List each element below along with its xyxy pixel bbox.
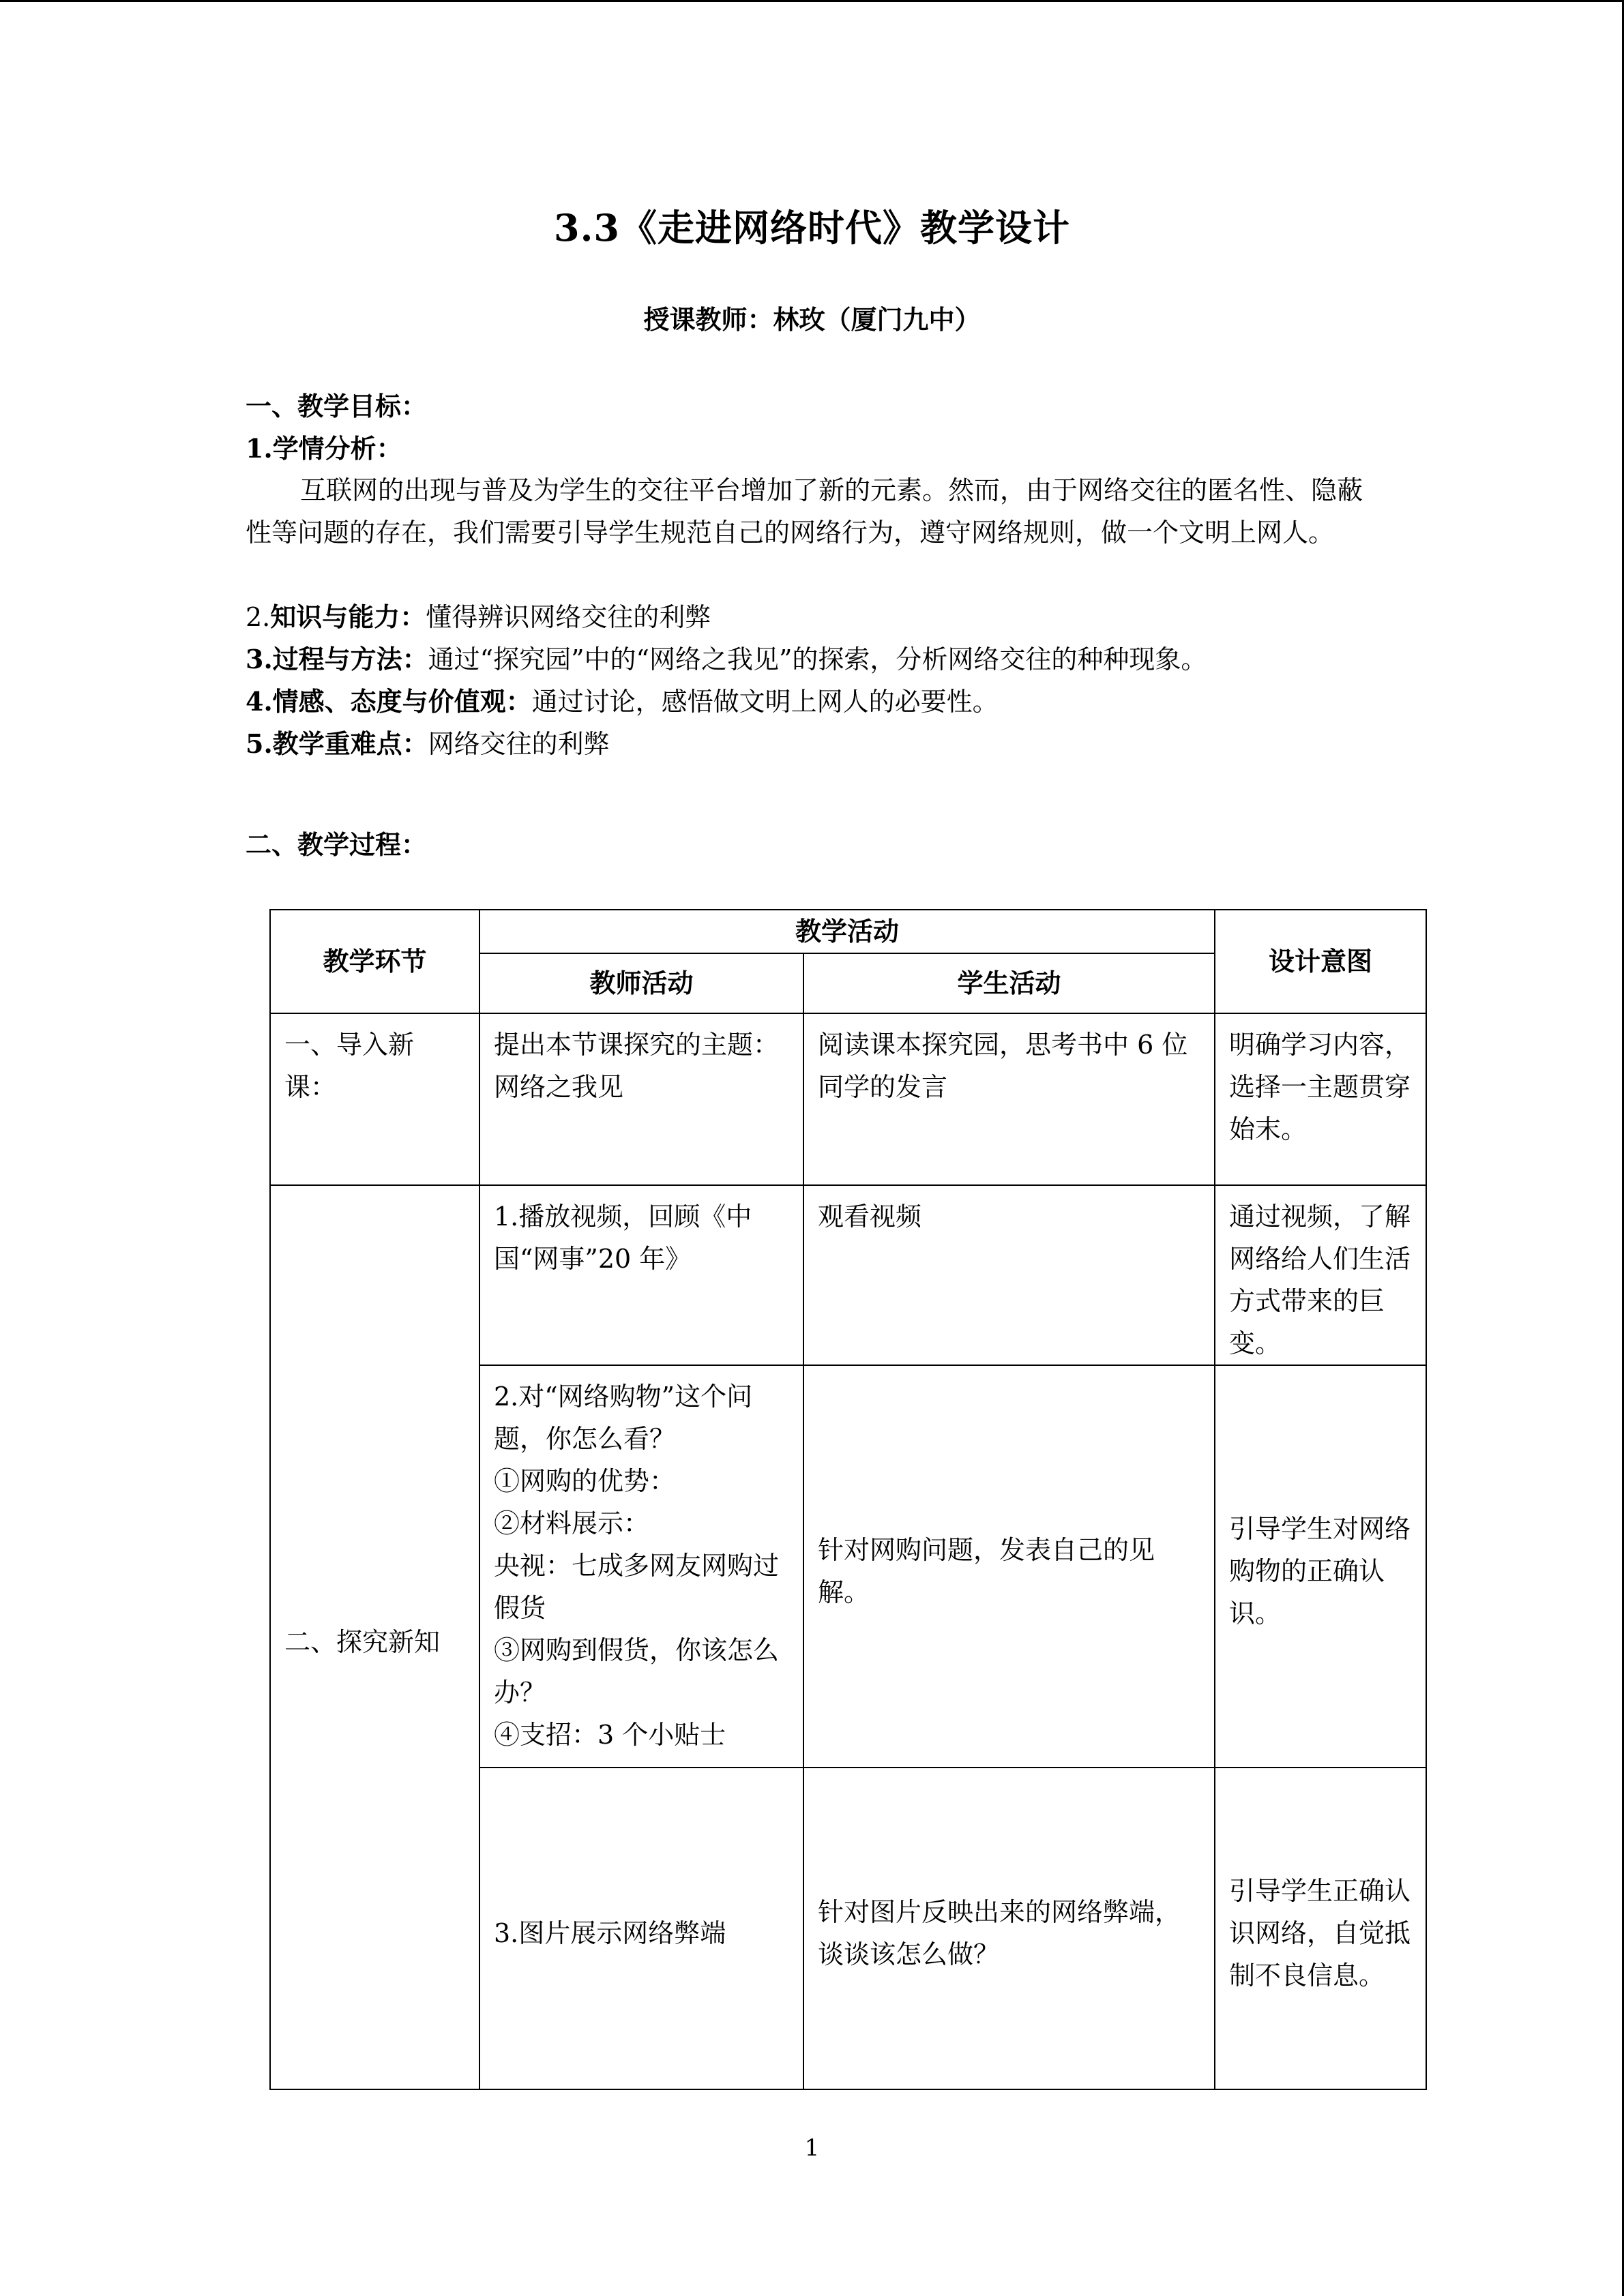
table-row (270, 1013, 1426, 1185)
row4-teacher: 3.图片展示网络弊端 (479, 1768, 803, 2089)
page-top-border (0, 0, 1624, 2)
item2-label: 知识与能力： (270, 601, 426, 632)
row1-intent: 明确学习内容，选择一主题贯穿始末。 (1215, 1013, 1426, 1185)
header-activities: 教学活动 (479, 910, 1215, 953)
item4-line (246, 681, 999, 718)
item2-line (246, 596, 711, 633)
item5-text: 网络交往的利弊 (428, 729, 610, 759)
item4-text: 通过讨论，感悟做文明上网人的必要性。 (531, 687, 999, 717)
table-row (270, 1185, 1426, 1365)
item2-number: 2. (246, 602, 271, 632)
item5-label: 5.教学重难点： (246, 728, 428, 759)
row3-intent: 引导学生对网络购物的正确认识。 (1215, 1365, 1426, 1768)
row1-student: 阅读课本探究园，思考书中 6 位同学的发言 (803, 1013, 1215, 1185)
header-teacher: 教师活动 (479, 953, 803, 1013)
item1-label: 1.学情分析： (246, 433, 402, 464)
header-stage: 教学环节 (270, 910, 479, 1013)
row2-student: 观看视频 (803, 1185, 1215, 1365)
item4-label: 4.情感、态度与价值观： (246, 686, 532, 717)
row2-teacher: 1.播放视频，回顾《中国“网事”20 年》 (479, 1185, 803, 1365)
item1-paragraph: 互联网的出现与普及为学生的交往平台增加了新的元素。然而，由于网络交往的匿名性、隐蔽性等问题的存在，我们需要引导学生规范自己的网络行为，遵守网络规则，做一个文明上网人。 (246, 475, 1363, 548)
item5-line (246, 723, 610, 760)
row1-teacher: 提出本节课探究的主题：网络之我见 (479, 1013, 803, 1185)
item2-text: 懂得辨识网络交往的利弊 (426, 602, 711, 632)
row4-student: 针对图片反映出来的网络弊端，谈谈该怎么做？ (803, 1768, 1215, 2089)
row4-intent: 引导学生正确认识网络，自觉抵制不良信息。 (1215, 1768, 1426, 2089)
row3-student: 针对网购问题，发表自己的见解。 (803, 1365, 1215, 1768)
document-subtitle: 授课教师：林玫（厦门九中） (643, 304, 981, 335)
row2-intent: 通过视频，了解网络给人们生活方式带来的巨变。 (1215, 1185, 1426, 1365)
section2-heading: 二、教学过程： (246, 829, 428, 860)
section1-heading: 一、教学目标： (246, 391, 428, 421)
row1-stage: 一、导入新课： (270, 1013, 479, 1185)
header-intent: 设计意图 (1215, 910, 1426, 1013)
row2-stage: 二、探究新知 (270, 1185, 479, 2089)
teaching-process-table (269, 909, 1427, 2090)
page-number: 1 (804, 2134, 820, 2162)
item3-label: 3.过程与方法： (246, 644, 428, 674)
row3-teacher: 2.对“网络购物”这个问题，你怎么看？ ①网购的优势： ②材料展示： 央视：七成多网友网购过假货 ③网购到假货，你该怎么办？ ④支招：3 个小贴士 (479, 1365, 803, 1768)
document-title: 3.3《走进网络时代》教学设计 (554, 206, 1070, 250)
header-student: 学生活动 (803, 953, 1215, 1013)
item3-line (246, 638, 1207, 676)
item3-text: 通过“探究园”中的“网络之我见”的探索，分析网络交往的种种现象。 (428, 644, 1207, 674)
